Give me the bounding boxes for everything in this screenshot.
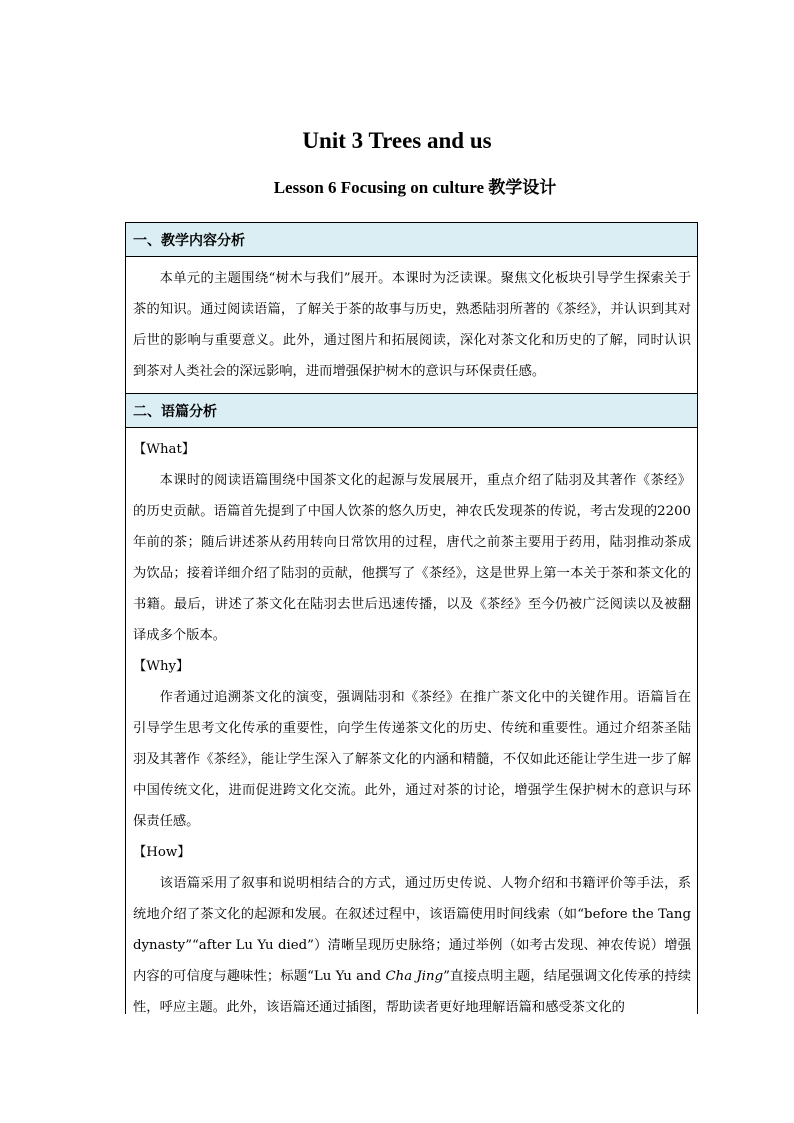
document-subtitle: Lesson 6 Focusing on culture 教学设计: [273, 178, 557, 197]
lesson-design-table: [125, 222, 698, 1014]
document-title: Unit 3 Trees and us: [302, 128, 492, 153]
what-paragraph: 本课时的阅读语篇围绕中国茶文化的起源与发展展开，重点介绍了陆羽及其著作《茶经》的历史贡献。语篇首先提到了中国人饮茶的悠久历史，神农氏发现茶的传说，考古发现的2200年前的茶；随后讲述茶从药用转向日常饮用的过程，唐代之前茶主要用于药用，陆羽推动茶成为饮品；接着详细介绍了陆羽的贡献，他撰写了《茶经》，这是世界上第一本关于茶和茶文化的书籍。最后，讲述了茶文化在陆羽去世后迅速传播，以及《茶经》至今仍被广泛阅读以及被翻译成多个版本。: [133, 473, 691, 643]
how-text-part-1: 该语篇采用了叙事和说明相结合的方式，通过历史传说、人物介绍和书籍评价等手法，系统地介绍了茶文化的起源和发展。在叙述过程中，该语篇使用时间线索（如“before the Tang dynasty”“after Lu Yu died”）清晰呈现历史脉络；通过举例（如考古发现、神农传说）增强内容的可信度与趣味性；标题“Lu Yu and: [133, 876, 691, 984]
how-text-book-title: Cha Jing: [385, 969, 444, 984]
section-heading-text-analysis: 二、语篇分析: [126, 394, 697, 428]
why-label: 【Why】: [133, 659, 190, 674]
how-label: 【How】: [133, 845, 191, 860]
section-body-content-analysis: [126, 257, 697, 394]
how-paragraph: [133, 868, 691, 1023]
what-label: 【What】: [133, 442, 196, 457]
how-text-part-2: ”直接点明主题，结尾强调文化传承的持续性，呼应主题。此外，该语篇还通过插图，帮助读者更好地理解语篇和感受茶文化的: [133, 969, 691, 1015]
section-heading-content-analysis: 一、教学内容分析: [126, 223, 697, 257]
why-paragraph: 作者通过追溯茶文化的演变，强调陆羽和《茶经》在推广茶文化中的关键作用。语篇旨在引导学生思考文化传承的重要性，向学生传递茶文化的历史、传统和重要性。通过介绍茶圣陆羽及其著作《茶经》，能让学生深入了解茶文化的内涵和精髓，不仅如此还能让学生进一步了解中国传统文化，进而促进跨文化交流。此外，通过对茶的讨论，增强学生保护树木的意识与环保责任感。: [133, 690, 691, 829]
section-body-text-analysis: [126, 428, 697, 1029]
content-analysis-paragraph: 本单元的主题围绕“树木与我们”展开。本课时为泛读课。聚焦文化板块引导学生探索关于茶的知识。通过阅读语篇，了解关于茶的故事与历史，熟悉陆羽所著的《茶经》，并认识到其对后世的影响与重要意义。此外，通过图片和拓展阅读，深化对茶文化和历史的了解，同时认识到茶对人类社会的深远影响，进而增强保护树木的意识与环保责任感。: [133, 271, 691, 379]
